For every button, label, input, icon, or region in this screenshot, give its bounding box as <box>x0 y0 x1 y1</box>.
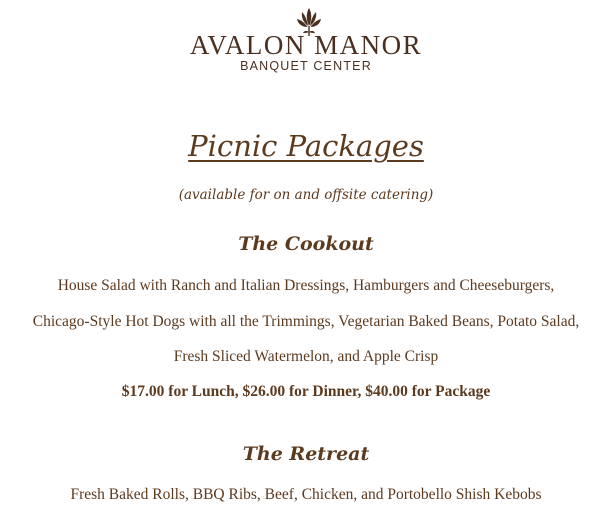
menu-line: Fresh Baked Rolls, BBQ Ribs, Beef, Chicken, and Portobello Shish Kebobs <box>70 486 542 503</box>
menu-line: Chicago-Style Hot Dogs with all the Trimmings, Vegetarian Baked Beans, Potato Salad, <box>32 313 580 330</box>
menu-line: Fresh Sliced Watermelon, and Apple Crisp <box>173 348 439 365</box>
page-subtitle: (available for on and offsite catering) <box>178 187 434 203</box>
section-heading-retreat: The Retreat <box>242 443 370 465</box>
price-line: $17.00 for Lunch, $26.00 for Dinner, $40.00 for Package <box>121 383 491 400</box>
brand-subtitle: BANQUET CENTER <box>240 59 372 73</box>
menu-line: House Salad with Ranch and Italian Dressings, Hamburgers and Cheeseburgers, <box>57 277 555 294</box>
section-heading-cookout: The Cookout <box>238 233 374 255</box>
brand-name: AVALON MANOR <box>189 30 423 60</box>
page-title-text: Picnic Packages <box>188 129 424 163</box>
page-title <box>0 126 612 166</box>
